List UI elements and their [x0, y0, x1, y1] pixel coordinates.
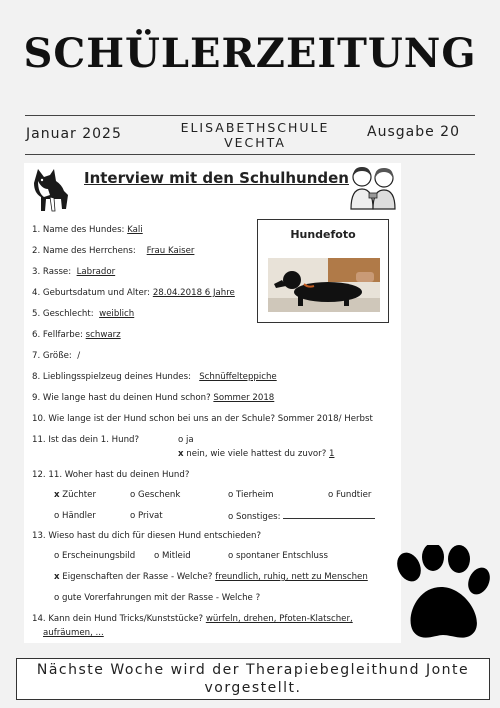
option-dealer: o Händler: [54, 511, 96, 521]
question-school-time: 10. Wie lange ist der Hund schon bei uns an der Schule? Sommer 2018/ Herbst: [32, 414, 373, 424]
question-origin: 12. 11. Woher hast du deinen Hund?: [32, 470, 190, 480]
option-looks: o Erscheinungsbild: [54, 551, 136, 561]
option-found: o Fundtier: [328, 490, 372, 500]
bottom-divider: [25, 154, 475, 155]
children-icon: [347, 165, 399, 211]
option-pity: o Mitleid: [154, 551, 191, 561]
question-tricks: 14. Kann dein Hund Tricks/Kunststücke? würfeln, drehen, Pfoten-Klatscher,: [32, 614, 353, 624]
answer-duration: Sommer 2018: [213, 393, 275, 403]
footer-line2: vorgestellt.: [204, 680, 302, 696]
answer-breed: Labrador: [76, 267, 116, 277]
question-size: 7. Größe: /: [32, 351, 81, 361]
question-birthdate: 4. Geburtsdatum und Alter: 28.04.2018 6 Jahre: [32, 288, 235, 298]
answer-size: /: [77, 351, 81, 361]
answer-name: Kali: [127, 225, 143, 235]
option-private: o Privat: [130, 511, 163, 521]
answer-birthdate: 28.04.2018 6 Jahre: [152, 288, 235, 298]
option-spontaneous: o spontaner Entschluss: [228, 551, 328, 561]
answer-tricks-line1: würfeln, drehen, Pfoten-Klatscher,: [205, 614, 353, 624]
other-fill-line: [283, 511, 375, 519]
option-experience: o gute Vorerfahrungen mit der Rasse - Welche ?: [54, 593, 261, 603]
school-name-line1: ELISABETHSCHULE: [180, 120, 330, 135]
answer-sex: weiblich: [99, 309, 135, 319]
school-name-line2: VECHTA: [224, 135, 286, 150]
dog-photo: [268, 258, 380, 312]
issue-number: Ausgabe 20: [367, 124, 460, 140]
question-sex: 5. Geschlecht: weiblich: [32, 309, 135, 319]
answer-previous-dogs: 1: [329, 449, 335, 459]
question-toy: 8. Lieblingsspielzeug deines Hundes: Schnüffelteppiche: [32, 372, 277, 382]
dog-photo-frame: [257, 219, 389, 323]
top-divider: [25, 115, 475, 116]
border-collie-icon: [28, 165, 72, 215]
answer-owner: Frau Kaiser: [146, 246, 195, 256]
answer-breed-traits: freundlich, ruhig, nett zu Menschen: [215, 572, 368, 582]
option-breeder: x Züchter: [54, 490, 96, 500]
option-no: x nein, wie viele hattest du zuvor? 1: [178, 449, 335, 459]
option-breed-traits: x Eigenschaften der Rasse - Welche? freundlich, ruhig, nett zu Menschen: [54, 572, 368, 582]
check-mark: x: [54, 490, 60, 500]
question-owner: 2. Name des Herrchens: Frau Kaiser: [32, 246, 195, 256]
newspaper-title: SCHÜLERZEITUNG: [23, 30, 477, 77]
footer-line1: Nächste Woche wird der Therapiebegleithund Jonte: [36, 662, 470, 678]
interview-sheet: [24, 163, 401, 643]
photo-label: Hundefoto: [290, 228, 356, 241]
question-name: 1. Name des Hundes: Kali: [32, 225, 143, 235]
answer-fur: schwarz: [85, 330, 121, 340]
check-mark: x: [54, 572, 60, 582]
answer-tricks-line2: aufräumen, ...: [43, 628, 104, 638]
question-duration: 9. Wie lange hast du deinen Hund schon? Sommer 2018: [32, 393, 275, 403]
answer-toy: Schnüffelteppiche: [199, 372, 277, 382]
option-shelter: o Tierheim: [228, 490, 274, 500]
school-name: [150, 120, 360, 150]
question-breed: 3. Rasse: Labrador: [32, 267, 116, 277]
question-fur: 6. Fellfarbe: schwarz: [32, 330, 121, 340]
interview-title: Interview mit den Schulhunden: [84, 169, 349, 187]
footer-announcement: [16, 658, 490, 700]
question-first-dog: 11. Ist das dein 1. Hund?: [32, 435, 140, 445]
check-mark: x: [178, 449, 184, 459]
issue-date: Januar 2025: [26, 126, 122, 142]
paw-icon: [387, 545, 491, 645]
option-yes: o ja: [178, 435, 194, 445]
question-reason: 13. Wieso hast du dich für diesen Hund entschieden?: [32, 531, 262, 541]
option-other: o Sonstiges:: [228, 511, 375, 522]
option-gift: o Geschenk: [130, 490, 181, 500]
